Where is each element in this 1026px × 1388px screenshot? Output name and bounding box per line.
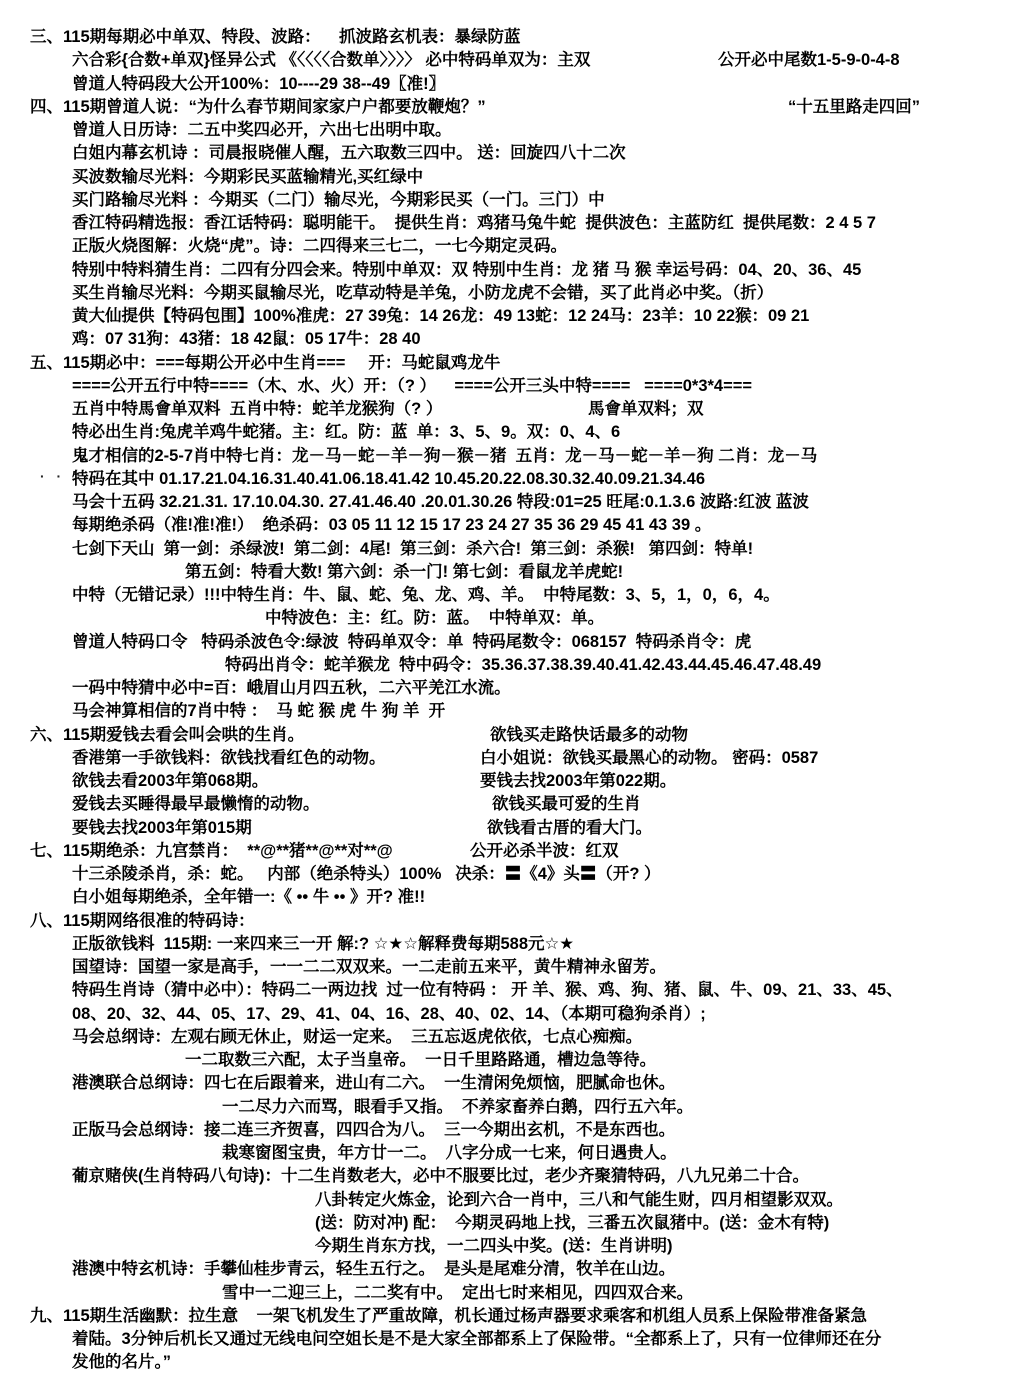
text-line xyxy=(0,1026,1026,1049)
text-line xyxy=(0,49,1026,72)
line-text: 雪中一二迎三上，二二奖有中。 定出七时来相见，四四双合来。 xyxy=(222,1283,694,1302)
line-text: 鸡：07 31狗：43猪：18 42鼠：05 17牛：28 40 xyxy=(72,330,421,349)
document-body xyxy=(0,26,1026,1375)
line-text: 栽寒窗图宝贵，年方廿一二。 八字分成一七来，何日遇贵人。 xyxy=(222,1144,677,1162)
line-text: 特码在其中 01.17.21.04.16.31.40.41.06.18.41.42 10.45.20.22.08.30.32.40.09.21.34.46 xyxy=(72,469,705,488)
line-text: ====公开五行中特====（木、水、火）开：（? ） ====公开三头中特==== ====0*3*4=== xyxy=(72,376,752,395)
line-text-right: 公开必杀半波：红双 xyxy=(470,841,619,860)
line-text-right: 欲钱买最可爱的生肖 xyxy=(492,795,641,814)
line-text: 曾道人特码段大公开100%：10----29 38--49〖准!〗 xyxy=(72,74,446,93)
text-line xyxy=(0,1003,1026,1026)
text-line xyxy=(0,1142,1026,1165)
text-line xyxy=(0,1282,1026,1305)
text-line xyxy=(0,1235,1026,1258)
line-text-right: 欲钱买走路快话最多的动物 xyxy=(490,725,688,744)
line-text: 香港第一手欲钱料：欲钱找看红色的动物。 xyxy=(72,748,386,767)
line-text: 马会总纲诗：左观右顾无休止，财运一定来。 三五忘返虎依依，七点心痴痴。 xyxy=(72,1027,643,1046)
text-line xyxy=(0,398,1026,421)
text-line xyxy=(0,375,1026,398)
line-text: 买波数输尽光料：今期彩民买蓝输精光,买红绿中 xyxy=(72,167,424,186)
text-line xyxy=(0,212,1026,235)
text-line xyxy=(0,770,1026,793)
text-line xyxy=(0,259,1026,282)
text-line xyxy=(0,305,1026,328)
line-text: 曾道人特码口令 特码杀波色令:绿波 特码单双令：单 特码尾数令：068157 特码杀肖令：虎 xyxy=(72,632,752,651)
line-text: 特码出肖令：蛇羊猴龙 特中码令：35.36.37.38.39.40.41.42.43.44.45.46.47.48.49 xyxy=(225,655,822,674)
line-text-right: 要钱去找2003年第022期。 xyxy=(480,772,677,790)
line-text: 爱钱去买睡得最早最懒惰的动物。 xyxy=(72,795,320,814)
line-text: 发他的名片。” xyxy=(72,1353,171,1372)
section-line xyxy=(0,724,1026,747)
line-text: 葡京赌侠(生肖特码八句诗)：十二生肖数老大，必中不服要比过，老少齐聚猜特码，八九兄弟二十合。 xyxy=(72,1167,809,1186)
line-text-right: 馬會单双料；双 xyxy=(588,400,704,418)
text-line xyxy=(0,747,1026,770)
scan-artifact-dots: · · xyxy=(40,468,66,484)
line-text: 买门路输尽光料 ：今期买（二门）输尽光，今期彩民买（一门。三门）中 xyxy=(72,190,605,209)
line-text: 七剑下天山 第一剑：杀绿波! 第二剑：4尾! 第三剑：杀六合! 第三剑：杀猴! 第四剑：特单! xyxy=(72,539,754,558)
line-text: 黄大仙提供【特码包围】100%准虎：27 39兔：14 26龙：49 13蛇：12 24马：23羊：10 22猴：09 21 xyxy=(72,307,810,325)
text-line xyxy=(0,1119,1026,1142)
line-text: 一二取数三六配，太子当皇帝。 一日千里路路通，槽边急等待。 xyxy=(185,1051,657,1069)
text-line xyxy=(0,514,1026,537)
line-text: 一码中特猜中必中=百：峨眉山月四五秋，二六平羌江水流。 xyxy=(72,679,511,697)
text-line xyxy=(0,933,1026,956)
line-text: 中特（无错记录）!!!中特生肖：牛、鼠、蛇、兔、龙、鸡、羊。 中特尾数：3、5，1，0，6，4。 xyxy=(72,586,780,604)
text-line xyxy=(0,1212,1026,1235)
text-line xyxy=(0,468,1026,491)
section-line xyxy=(0,96,1026,119)
line-text: 正版欲钱料 115期: 一来四来三一开 解:? ☆★☆解释费每期588元☆★ xyxy=(72,934,575,953)
line-text: 十三杀陵杀肖，杀：蛇。 内部（绝杀特头）100% 决杀：〓《4》头〓（开? ） xyxy=(72,865,661,883)
line-text: 特必出生肖:兔虎羊鸡牛蛇猪。主：红。防：蓝 单：3、5、9。双：0、4、6 xyxy=(72,423,621,442)
line-text: 白小姐每期绝杀，全年错一:《 •• 牛 •• 》开? 准!! xyxy=(72,888,426,907)
text-line xyxy=(0,491,1026,514)
text-line xyxy=(0,538,1026,561)
line-text: 马会十五码 32.21.31. 17.10.04.30. 27.41.46.40 .20.01.30.26 特段:01=25 旺尾:0.1.3.6 波路:红波 蓝波 xyxy=(72,493,809,511)
text-line xyxy=(0,1328,1026,1351)
text-line xyxy=(0,119,1026,142)
text-line xyxy=(0,1072,1026,1095)
text-line xyxy=(0,1049,1026,1072)
text-line xyxy=(0,607,1026,630)
text-line xyxy=(0,445,1026,468)
section-line xyxy=(0,26,1026,49)
text-line xyxy=(0,631,1026,654)
line-text: 八、115期网络很准的特码诗： xyxy=(30,911,255,930)
line-text: 特码生肖诗（猜中必中）：特码二一两边找 过一位有特码 ： 开 羊、猴、鸡、狗、猪、鼠、牛、09、21、33、45、 xyxy=(72,981,903,1000)
line-text: 08、20、32、44、05、17、29、41、04、16、28、40、02、14、（本期可稳狗杀肖）; xyxy=(72,1004,706,1023)
line-text: 六、115期爱钱去看会叫会哄的生肖。 xyxy=(30,725,305,744)
text-line xyxy=(0,979,1026,1002)
section-line xyxy=(0,1305,1026,1328)
line-text: 港澳中特玄机诗：手攀仙桂步青云，轻生五行之。 是头是尾难分清，牧羊在山边。 xyxy=(72,1260,676,1279)
text-line xyxy=(0,793,1026,816)
text-line xyxy=(0,561,1026,584)
line-text: 一二尽力六而骂，眼看手又指。 不养家畜养白鹅，四行五六年。 xyxy=(222,1097,694,1116)
text-line xyxy=(0,654,1026,677)
text-line xyxy=(0,817,1026,840)
text-line xyxy=(0,700,1026,723)
line-text: 买生肖输尽光料：今期买鼠输尽光，吃草动特是羊兔，小防龙虎不会错，买了此肖必中奖。（折） xyxy=(72,283,774,302)
text-line xyxy=(0,956,1026,979)
text-line xyxy=(0,1096,1026,1119)
line-text: 九、115期生活幽默：拉生意 一架飞机发生了严重故障，机长通过杨声器要求乘客和机组人员系上保险带准备紧急 xyxy=(30,1306,867,1325)
line-text: 每期绝杀码（准!准!准!） 绝杀码：03 05 11 12 15 17 23 24 27 35 36 29 45 41 43 39 。 xyxy=(72,516,712,535)
text-line xyxy=(0,189,1026,212)
text-line xyxy=(0,863,1026,886)
line-text: 五、115期必中：===每期公开必中生肖=== 开：马蛇鼠鸡龙牛 xyxy=(30,353,501,372)
line-text: (送：防对冲) 配： 今期灵码地上找，三番五次鼠猪中。(送：金木有特) xyxy=(315,1213,830,1232)
text-line xyxy=(0,1258,1026,1281)
line-text: 第五剑：特看大数! 第六剑：杀一门! 第七剑：看鼠龙羊虎蛇! xyxy=(185,562,624,581)
line-text: 三、115期每期必中单双、特段、波路： 抓波路玄机表：暴绿防蓝 xyxy=(30,28,521,46)
line-text: 四、115期曾道人说：“为什么春节期间家家户户都要放鞭炮？” xyxy=(30,97,486,116)
section-line xyxy=(0,352,1026,375)
line-text: 正版马会总纲诗：接二连三齐贺喜，四四合为八。 三一今期出玄机，不是东西也。 xyxy=(72,1120,676,1139)
text-line xyxy=(0,584,1026,607)
line-text: 香江特码精选报：香江话特码：聪明能干。 提供生肖：鸡猪马兔牛蛇 提供波色：主蓝防红 提供尾数：2 4 5 7 xyxy=(72,214,876,232)
line-text: 马会神算相信的7肖中特 ： 马 蛇 猴 虎 牛 狗 羊 开 xyxy=(72,702,446,721)
line-text: 六合彩{合数+单双}怪异公式 《〈〈〈〈合数单〉〉〉〉 必中特码单双为：主双 xyxy=(72,51,591,70)
line-text: 特别中特料猜生肖：二四有分四会来。特别中单双：双 特别中生肖：龙 猪 马 猴 幸运号码：04、20、36、45 xyxy=(72,260,862,279)
line-text: 着陆。3分钟后机长又通过无线电问空姐长是不是大家全部都系上了保险带。“全都系上了，只有一位律师还在分 xyxy=(72,1330,882,1348)
text-line xyxy=(0,1351,1026,1374)
section-line xyxy=(0,910,1026,933)
line-text: 正版火烧图解：火烧“虎”。诗：二四得来三七二，一七今期定灵码。 xyxy=(72,237,567,256)
text-line xyxy=(0,886,1026,909)
line-text: 中特波色：主：红。防：蓝。 中特单双：单。 xyxy=(265,609,605,628)
text-line xyxy=(0,73,1026,96)
text-line xyxy=(0,166,1026,189)
section-line xyxy=(0,840,1026,863)
text-line xyxy=(0,235,1026,258)
text-line xyxy=(0,1165,1026,1188)
text-line xyxy=(0,421,1026,444)
text-line xyxy=(0,677,1026,700)
line-text-right: 白小姐说：欲钱买最黑心的动物。 密码：0587 xyxy=(480,748,819,767)
line-text-right: 欲钱看古厝的看大门。 xyxy=(487,818,652,837)
text-line xyxy=(0,328,1026,351)
line-text: 七、115期绝杀：九宫禁肖： **@**猪**@**对**@ xyxy=(30,841,393,860)
line-text: 鬼才相信的2-5-7肖中特七肖：龙－马－蛇－羊－狗－猴－猪 五肖：龙－马－蛇－羊－狗 二肖：龙－马 xyxy=(72,446,818,465)
line-text: 八卦转定火炼金，论到六合一肖中，三八和气能生财，四月相望影双双。 xyxy=(315,1190,843,1209)
line-text: 要钱去找2003年第015期 xyxy=(72,818,252,837)
line-text: 欲钱去看2003年第068期。 xyxy=(72,772,269,790)
line-text: 港澳联合总纲诗：四七在后跟着来，进山有二六。 一生清闲免烦恼，肥腻命也休。 xyxy=(72,1074,676,1093)
text-line xyxy=(0,1189,1026,1212)
line-text-right: 公开必中尾数1-5-9-0-4-8 xyxy=(718,51,900,70)
line-text-right: “十五里路走四回” xyxy=(788,97,920,116)
text-line xyxy=(0,142,1026,165)
line-text: 国望诗：国望一家是高手，一一二二双双来。一二走前五来平，黄牛精神永留芳。 xyxy=(72,958,666,976)
line-text: 今期生肖东方找，一二四头中奖。(送：生肖讲明) xyxy=(315,1237,673,1255)
line-text: 白姐内幕玄机诗 ：司晨报晓催人醒，五六取数三四中。 送：回旋四八十二次 xyxy=(72,144,626,163)
text-line xyxy=(0,282,1026,305)
line-text: 五肖中特馬會单双料 五肖中特：蛇羊龙猴狗（? ） xyxy=(72,400,443,418)
line-text: 曾道人日历诗：二五中奖四必开，六出七出明中取。 xyxy=(72,121,452,139)
